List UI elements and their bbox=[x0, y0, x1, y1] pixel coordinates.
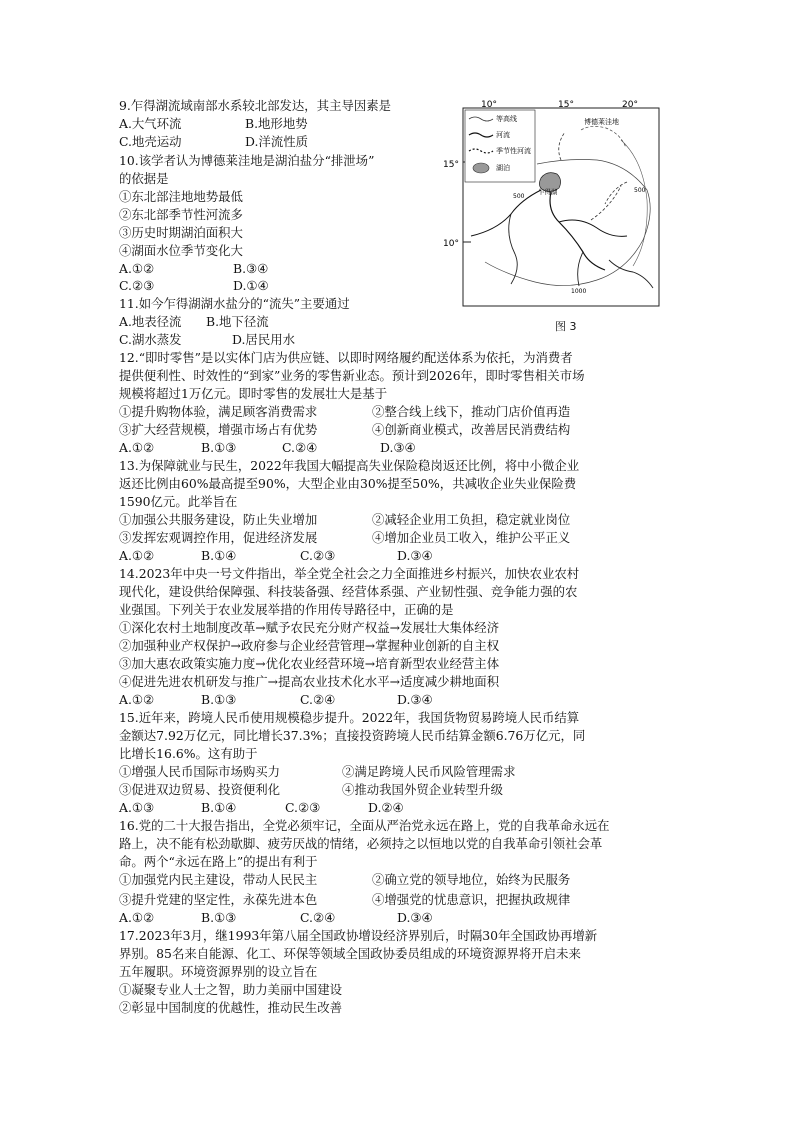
legend-lake-label: 湖泊 bbox=[496, 164, 510, 172]
q17-statement-1: ①凝聚专业人士之智，助力美丽中国建设 bbox=[119, 982, 343, 997]
q15-stem-line1: 15.近年来，跨境人民币使用规模稳步提升。2022年，我国货物贸易跨境人民币结算 bbox=[119, 710, 580, 725]
contour-label-1000: 1000 bbox=[571, 288, 587, 295]
figure-caption: 图 3 bbox=[555, 320, 577, 333]
q14-stem-line3: 业强国。下列关于农业发展举措的作用传导路径中，正确的是 bbox=[119, 602, 454, 617]
q10-stem-line2: 的依据是 bbox=[119, 171, 169, 186]
q16-stem-line3: 命。两个“永远在路上”的提出有利于 bbox=[119, 854, 318, 869]
q15-stem-line2: 金额达7.92万亿元，同比增长37.3%；直接投资跨境人民币结算金额6.76万亿元，同 bbox=[119, 728, 586, 743]
q14-option-c: C.②④ bbox=[300, 692, 336, 707]
q15-statement-2: ②满足跨境人民币风险管理需求 bbox=[342, 764, 516, 779]
q13-statement-2: ②减轻企业用工负担，稳定就业岗位 bbox=[372, 512, 571, 527]
q9-stem: 9.乍得湖流域南部水系较北部发达，其主导因素是 bbox=[119, 98, 392, 113]
q16-statement-3: ③提升党建的坚定性，永葆先进本色 bbox=[119, 892, 318, 907]
q16-option-c: C.②④ bbox=[300, 910, 336, 925]
q12-option-c: C.②④ bbox=[282, 440, 318, 455]
q10-option-c: C.②③ bbox=[119, 278, 155, 293]
legend-river-label: 河流 bbox=[496, 131, 510, 139]
q14-stem-line2: 现代化，建设供给保障强、科技装备强、经营体系强、产业韧性强、竞争能力强的农 bbox=[119, 584, 578, 599]
q14-statement-3: ③加大惠农政策实施力度→优化农业经营环境→培育新型农业经营主体 bbox=[119, 656, 500, 671]
q10-stem-line1: 10.该学者认为博德莱洼地是湖泊盐分“排泄场” bbox=[119, 153, 375, 168]
legend-seasonal-river-label: 季节性河流 bbox=[496, 147, 531, 155]
q12-statement-4: ④创新商业模式，改善居民消费结构 bbox=[372, 422, 571, 437]
q14-statement-2: ②加强种业产权保护→政府参与企业经营管理→掌握种业创新的自主权 bbox=[119, 638, 500, 653]
latitude-label-10: 10° bbox=[443, 239, 459, 249]
q15-option-c: C.②③ bbox=[285, 800, 321, 815]
q16-stem-line1: 16.党的二十大报告指出，全党必须牢记，全面从严治党永远在路上，党的自我革命永远在 bbox=[119, 818, 610, 833]
q13-option-d: D.③④ bbox=[397, 548, 433, 563]
q16-option-b: B.①③ bbox=[201, 910, 237, 925]
q11-stem: 11.如今乍得湖湖水盐分的“流失”主要通过 bbox=[119, 296, 350, 311]
q16-statement-4: ④增强党的忧患意识，把握执政规律 bbox=[372, 892, 571, 907]
q14-statement-4: ④促进先进农机研发与推广→提高农业技术化水平→适度减少耕地面积 bbox=[119, 674, 500, 689]
q14-stem-line1: 14.2023年中央一号文件指出，举全党全社会之力全面推进乡村振兴，加快农业农村 bbox=[119, 566, 580, 581]
legend-contour-label: 等高线 bbox=[496, 115, 517, 123]
q16-statement-1: ①加强党内民主建设，带动人民民主 bbox=[119, 872, 318, 887]
map-legend bbox=[465, 110, 535, 182]
q15-statement-4: ④推动我国外贸企业转型升级 bbox=[342, 782, 504, 797]
q12-stem-line3: 规模将超过1万亿元。即时零售的发展壮大是基于 bbox=[119, 386, 388, 401]
q17-stem-line1: 17.2023年3月，继1993年第八届全国政协增设经济界别后，时隔30年全国政协再增新 bbox=[119, 928, 598, 943]
q13-statement-1: ①加强公共服务建设，防止失业增加 bbox=[119, 512, 318, 527]
q17-stem-line2: 界别。85名来自能源、化工、环保等领域全国政协委员组成的环境资源界将开启未来 bbox=[119, 946, 581, 961]
q17-statement-2: ②彰显中国制度的优越性，推动民生改善 bbox=[119, 1000, 343, 1015]
q15-option-d: D.②④ bbox=[368, 800, 404, 815]
q12-option-d: D.③④ bbox=[380, 440, 416, 455]
q16-stem-line2: 路上，决不能有松劲歇脚、疲劳厌战的情绪，必须持之以恒地以党的自我革命引领社会革 bbox=[119, 836, 603, 851]
q9-option-a: A.大气环流 bbox=[119, 116, 182, 131]
q12-option-a: A.①② bbox=[119, 440, 155, 455]
q13-statement-4: ④增加企业员工收入，维护公平正义 bbox=[372, 530, 571, 545]
q13-stem-line3: 1590亿元。此举旨在 bbox=[119, 494, 238, 509]
q12-statement-3: ③扩大经营规模，增强市场占有优势 bbox=[119, 422, 318, 437]
q10-option-a: A.①② bbox=[119, 261, 155, 276]
q16-option-a: A.①② bbox=[119, 910, 155, 925]
q11-option-a: A.地表径流 bbox=[119, 314, 182, 329]
q12-stem-line1: 12.“即时零售”是以实体门店为供应链、以即时网络履约配送体系为依托，为消费者 bbox=[119, 350, 573, 365]
q14-option-a: A.①② bbox=[119, 692, 155, 707]
q9-option-d: D.洋流性质 bbox=[245, 134, 308, 149]
q10-statement-1: ①东北部洼地地势最低 bbox=[119, 189, 243, 204]
contour-label-500-east: 500 bbox=[634, 187, 646, 194]
q15-statement-3: ③促进双边贸易、投资便利化 bbox=[119, 782, 281, 797]
q14-option-d: D.③④ bbox=[397, 692, 433, 707]
q15-statement-1: ①增强人民币国际市场购买力 bbox=[119, 764, 281, 779]
latitude-label-15: 15° bbox=[443, 160, 459, 170]
q16-statement-2: ②确立党的领导地位，始终为民服务 bbox=[372, 872, 571, 887]
q12-option-b: B.①③ bbox=[201, 440, 237, 455]
q11-option-d: D.居民用水 bbox=[232, 332, 295, 347]
q12-statement-2: ②整合线上线下，推动门店价值再造 bbox=[372, 404, 571, 419]
q14-option-b: B.①③ bbox=[201, 692, 237, 707]
longitude-label-15: 15° bbox=[558, 100, 574, 110]
q13-stem-line1: 13.为保障就业与民生，2022年我国大幅提高失业保险稳岗返还比例，将中小微企业 bbox=[119, 458, 580, 473]
q13-stem-line2: 返还比例由60%最高提至90%，大型企业由30%提至50%，共减收企业失业保险费 bbox=[119, 476, 577, 491]
q10-statement-3: ③历史时期湖泊面积大 bbox=[119, 225, 243, 240]
place-lake-chad: 乍得湖 bbox=[538, 188, 558, 196]
q13-statement-3: ③发挥宏观调控作用，促进经济发展 bbox=[119, 530, 318, 545]
q11-option-b: B.地下径流 bbox=[206, 314, 269, 329]
q12-statement-1: ①提升购物体验，满足顾客消费需求 bbox=[119, 404, 318, 419]
q15-stem-line3: 比增长16.6%。这有助于 bbox=[119, 746, 258, 761]
q17-stem-line3: 五年履职。环境资源界别的设立旨在 bbox=[119, 964, 318, 979]
q10-option-b: B.③④ bbox=[233, 261, 269, 276]
q10-statement-4: ④湖面水位季节变化大 bbox=[119, 243, 243, 258]
longitude-label-20: 20° bbox=[622, 100, 638, 110]
q11-option-c: C.湖水蒸发 bbox=[119, 332, 182, 347]
q15-option-a: A.①③ bbox=[119, 800, 155, 815]
q13-option-b: B.①④ bbox=[201, 548, 237, 563]
q14-statement-1: ①深化农村土地制度改革→赋予农民充分财产权益→发展壮大集体经济 bbox=[119, 620, 500, 635]
figure-3-map bbox=[441, 100, 661, 310]
q10-option-d: D.①④ bbox=[233, 278, 269, 293]
q9-option-c: C.地壳运动 bbox=[119, 134, 182, 149]
legend-lake-symbol bbox=[473, 163, 489, 173]
q9-option-b: B.地形地势 bbox=[245, 116, 308, 131]
q15-option-b: B.①④ bbox=[201, 800, 237, 815]
longitude-label-10: 10° bbox=[481, 100, 497, 110]
place-bodele-depression: 博德莱洼地 bbox=[584, 118, 619, 126]
q10-statement-2: ②东北部季节性河流多 bbox=[119, 207, 243, 222]
q16-option-d: D.③④ bbox=[397, 910, 433, 925]
contour-label-500-west: 500 bbox=[513, 193, 525, 200]
q13-option-c: C.②③ bbox=[300, 548, 336, 563]
q12-stem-line2: 提供便利性、时效性的“到家”业务的零售新业态。预计到2026年，即时零售相关市场 bbox=[119, 368, 585, 383]
q13-option-a: A.①② bbox=[119, 548, 155, 563]
